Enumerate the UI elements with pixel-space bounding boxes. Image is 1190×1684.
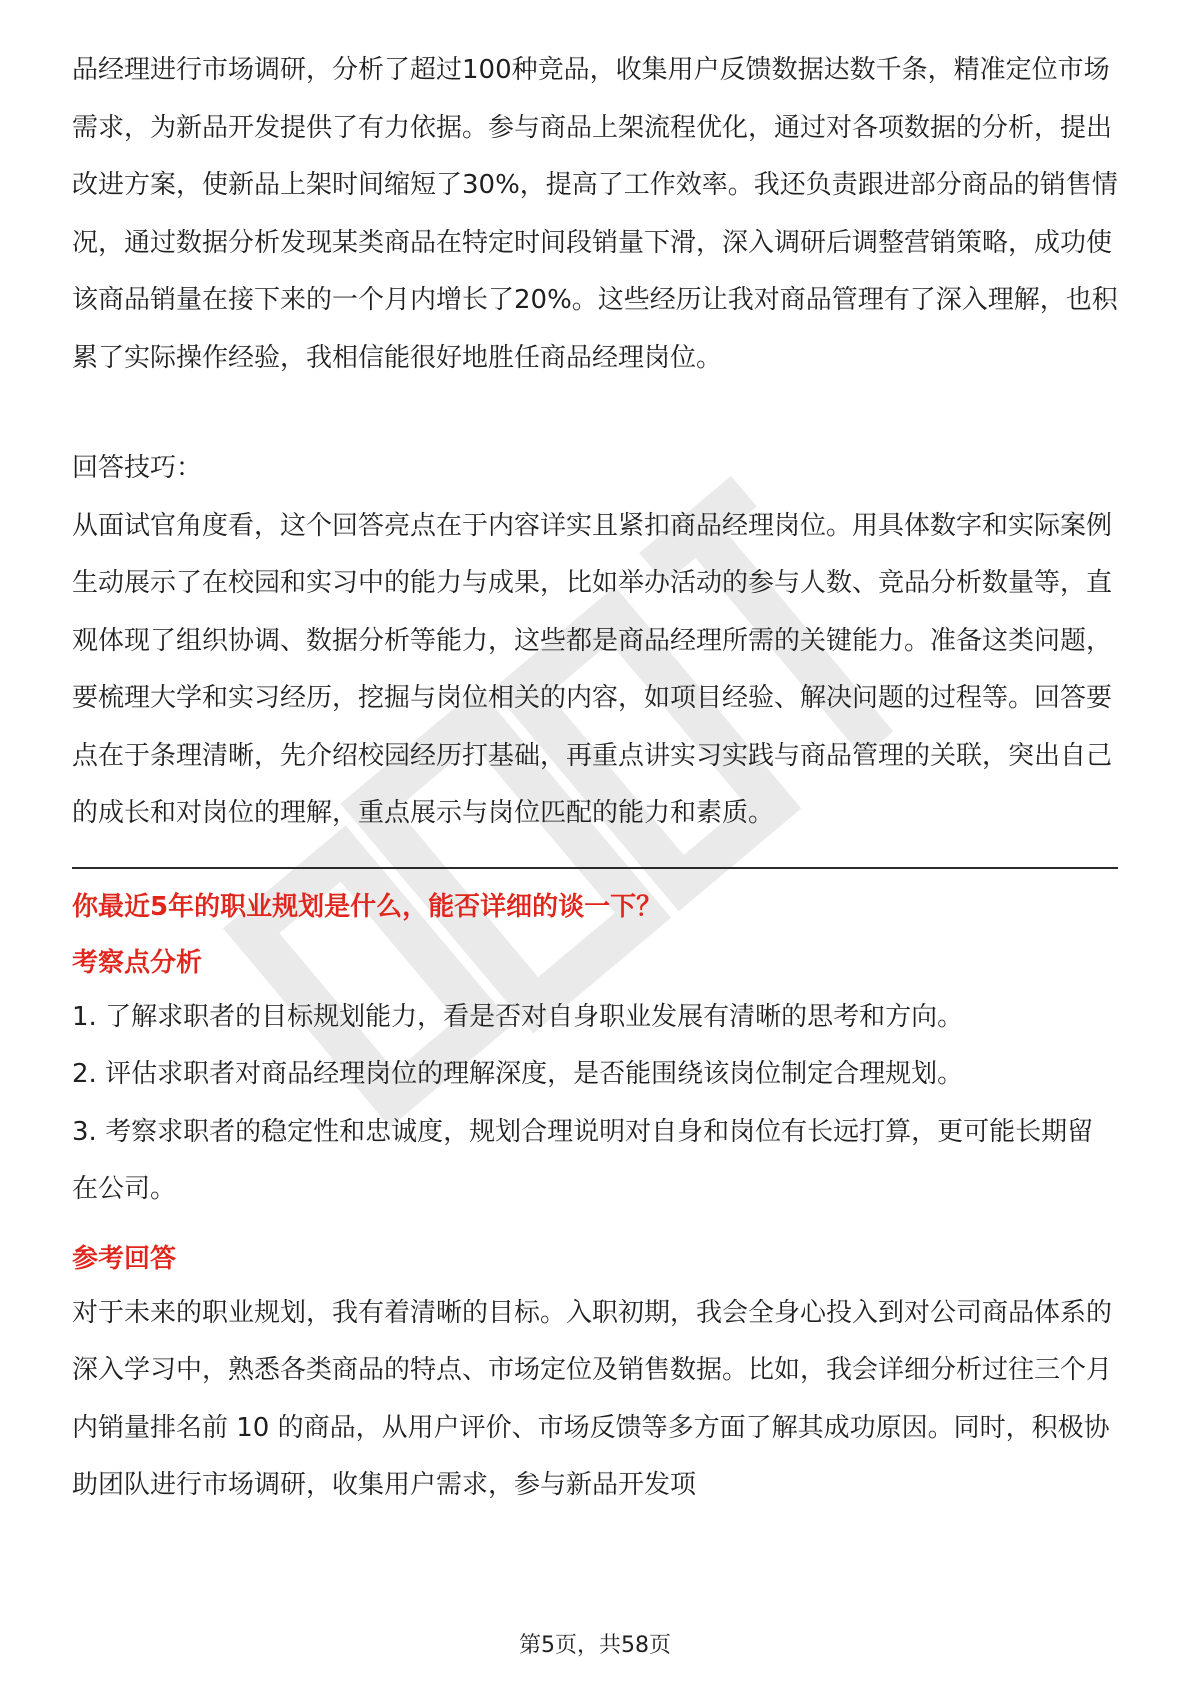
reference-text: 对于未来的职业规划，我有着清晰的目标。入职初期，我会全身心投入到对公司商品体系的深入学习中，熟悉各类商品的特点、市场定位及销售数据。比如，我会详细分析过往三个月内销量排名前 10 的商品，从用户评价、市场反馈等多方面了解其成功原因。同时，积极协助团队进行市场调研，收集用户需求，参与新品开发项 — [72, 1297, 1113, 1500]
page-footer: 第5页，共58页 — [519, 1633, 671, 1658]
analysis-item-2: 2. 评估求职者对商品经理岗位的理解深度，是否能围绕该岗位制定合理规划。 — [72, 1059, 964, 1089]
question-title: 你最近5年的职业规划是什么，能否详细的谈一下？ — [72, 891, 663, 922]
document-page — [72, 42, 1118, 1515]
tips-label: 回答技巧： — [72, 453, 203, 483]
analysis-item-3: 3. 考察求职者的稳定性和忠诚度，规划合理说明对自身和岗位有长远打算，更可能长期留在公司。 — [72, 1116, 1094, 1204]
section-divider — [72, 867, 1118, 869]
analysis-heading: 考察点分析 — [72, 947, 203, 978]
intro-paragraph: 品经理进行市场调研，分析了超过100种竞品，收集用户反馈数据达数千条，精准定位市场需求，为新品开发提供了有力依据。参与商品上架流程优化，通过对各项数据的分析，提出改进方案，使新品上架时间缩短了30%，提高了工作效率。我还负责跟进部分商品的销售情况，通过数据分析发现某类商品在特定时间段销量下滑，深入调研后调整营销策略，成功使该商品销量在接下来的一个月内增长了20%。这些经历让我对商品管理有了深入理解，也积累了实际操作经验，我相信能很好地胜任商品经理岗位。 — [72, 55, 1118, 373]
analysis-item-1: 1. 了解求职者的目标规划能力，看是否对自身职业发展有清晰的思考和方向。 — [72, 1001, 964, 1032]
tips-text: 从面试官角度看，这个回答亮点在于内容详实且紧扣商品经理岗位。用具体数字和实际案例生动展示了在校园和实习中的能力与成果，比如举办活动的参与人数、竞品分析数量等，直观体现了组织协调、数据分析等能力，这些都是商品经理所需的关键能力。准备这类问题，要梳理大学和实习经历，挖掘与岗位相关的内容，如项目经验、解决问题的过程等。回答要点在于条理清晰，先介绍校园经历打基础，再重点讲实习实践与商品管理的关联，突出自己的成长和对岗位的理解，重点展示与岗位匹配的能力和素质。 — [72, 510, 1113, 828]
reference-heading: 参考回答 — [72, 1243, 177, 1274]
